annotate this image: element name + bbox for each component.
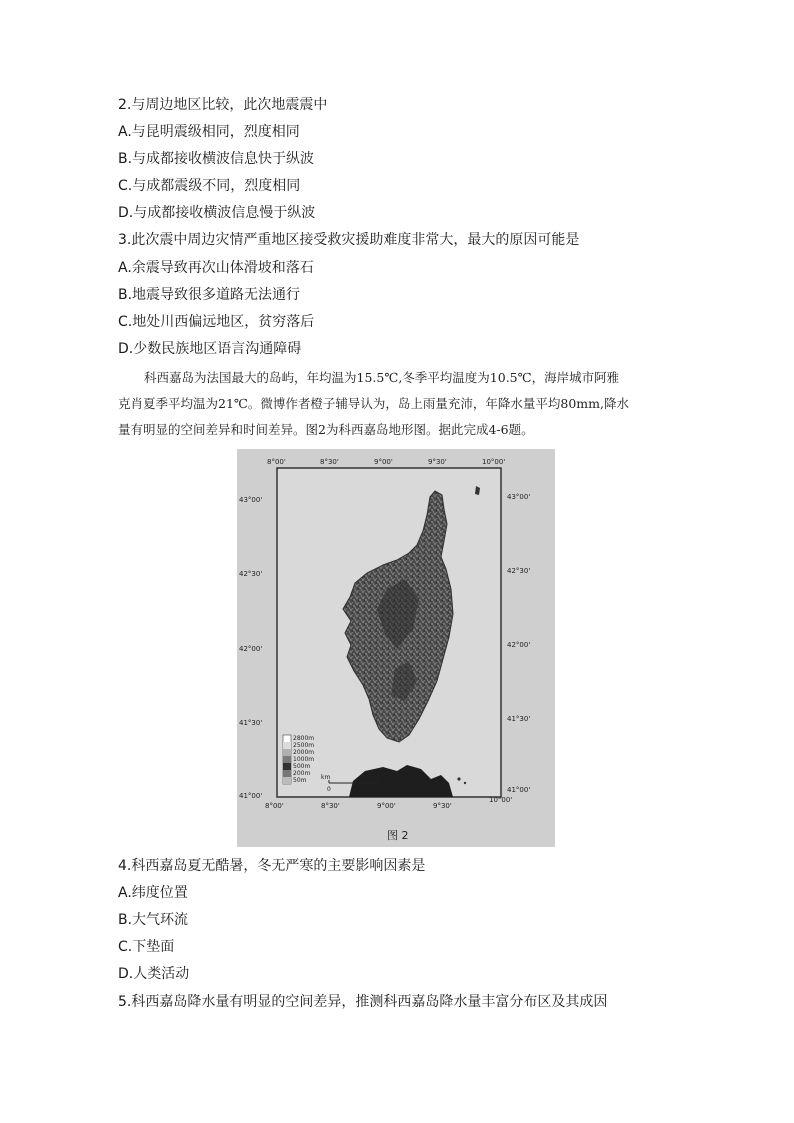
bottom-lon-900: 9°00' <box>377 802 396 810</box>
q3-option-d: D.少数民族地区语言沟通障碍 <box>118 341 302 357</box>
passage-line-3: 量有明显的空间差异和时间差异。图2为科西嘉岛地形图。据此完成4-6题。 <box>118 422 534 437</box>
q3-option-c: C.地处川西偏远地区，贫穷落后 <box>118 314 315 330</box>
top-lon-1000: 10°00' <box>482 458 506 466</box>
scale-end: 50 <box>373 786 381 793</box>
legend-2000: 2000m <box>293 749 315 756</box>
top-lon-830: 8°30' <box>320 458 339 466</box>
right-lat-4230: 42°30' <box>507 567 531 575</box>
legend-50: 50m <box>293 777 307 784</box>
left-lat-4230: 42°30' <box>239 570 263 578</box>
right-lat-4300: 43°00' <box>507 493 531 501</box>
elevation-legend <box>283 735 314 784</box>
q5-stem: 5.科西嘉岛降水量有明显的空间差异，推测科西嘉岛降水量丰富分布区及其成因 <box>118 994 608 1010</box>
top-lon-930: 9°30' <box>428 458 447 466</box>
left-lat-4300: 43°00' <box>239 496 263 504</box>
right-lat-4100: 41°00' <box>507 786 531 794</box>
passage-line-2: 克肖夏季平均温为21℃。微博作者橙子辅导认为，岛上雨量充沛，年降水量平均80mm,降水 <box>118 396 629 411</box>
q4-stem: 4.科西嘉岛夏无酷暑，冬无严寒的主要影响因素是 <box>118 858 426 874</box>
bottom-lon-1000: 10°00' <box>489 796 513 804</box>
q3-option-a: A.余震导致再次山体滑坡和落石 <box>118 260 314 276</box>
top-lon-900: 9°00' <box>374 458 393 466</box>
right-lat-4200: 42°00' <box>507 641 531 649</box>
left-lat-4130: 41°30' <box>239 719 263 727</box>
q3-option-b: B.地震导致很多道路无法通行 <box>118 287 301 303</box>
passage <box>118 365 678 443</box>
legend-2800: 2800m <box>293 735 315 742</box>
q4-option-b: B.大气环流 <box>118 912 189 928</box>
legend-1000: 1000m <box>293 756 315 763</box>
q2-stem: 2.与周边地区比较，此次地震震中 <box>118 97 328 113</box>
figure-caption: 图 2 <box>387 829 409 842</box>
q2-option-d: D.与成都接收横波信息慢于纵波 <box>118 205 316 221</box>
right-lat-4130: 41°30' <box>507 715 531 723</box>
corsica-terrain-map <box>237 449 555 847</box>
bottom-lon-830: 8°30' <box>321 802 340 810</box>
legend-2500: 2500m <box>293 742 315 749</box>
q2-option-c: C.与成都震级不同，烈度相同 <box>118 178 301 194</box>
q3-stem: 3.此次震中周边灾情严重地区接受救灾援助难度非常大，最大的原因可能是 <box>118 232 580 248</box>
passage-line-1: 科西嘉岛为法国最大的岛屿，年均温为15.5℃,冬季平均温度为10.5℃，海岸城市阿雅 <box>144 370 620 385</box>
left-lat-4200: 42°00' <box>239 645 263 653</box>
q2-option-b: B.与成都接收横波信息快于纵波 <box>118 151 315 167</box>
top-lon-800: 8°00' <box>267 458 286 466</box>
bottom-lon-930: 9°30' <box>433 802 452 810</box>
q2-option-a: A.与昆明震级相同，烈度相同 <box>118 124 300 140</box>
q4-option-d: D.人类活动 <box>118 966 190 982</box>
q4-option-c: C.下垫面 <box>118 939 175 955</box>
scale-unit: km <box>321 774 331 781</box>
left-lat-4100: 41°00' <box>239 792 263 800</box>
q4-option-a: A.纬度位置 <box>118 885 188 901</box>
legend-200: 200m <box>293 770 311 777</box>
bottom-lon-800: 8°00' <box>265 802 284 810</box>
scale-start: 0 <box>327 786 331 793</box>
legend-500: 500m <box>293 763 311 770</box>
